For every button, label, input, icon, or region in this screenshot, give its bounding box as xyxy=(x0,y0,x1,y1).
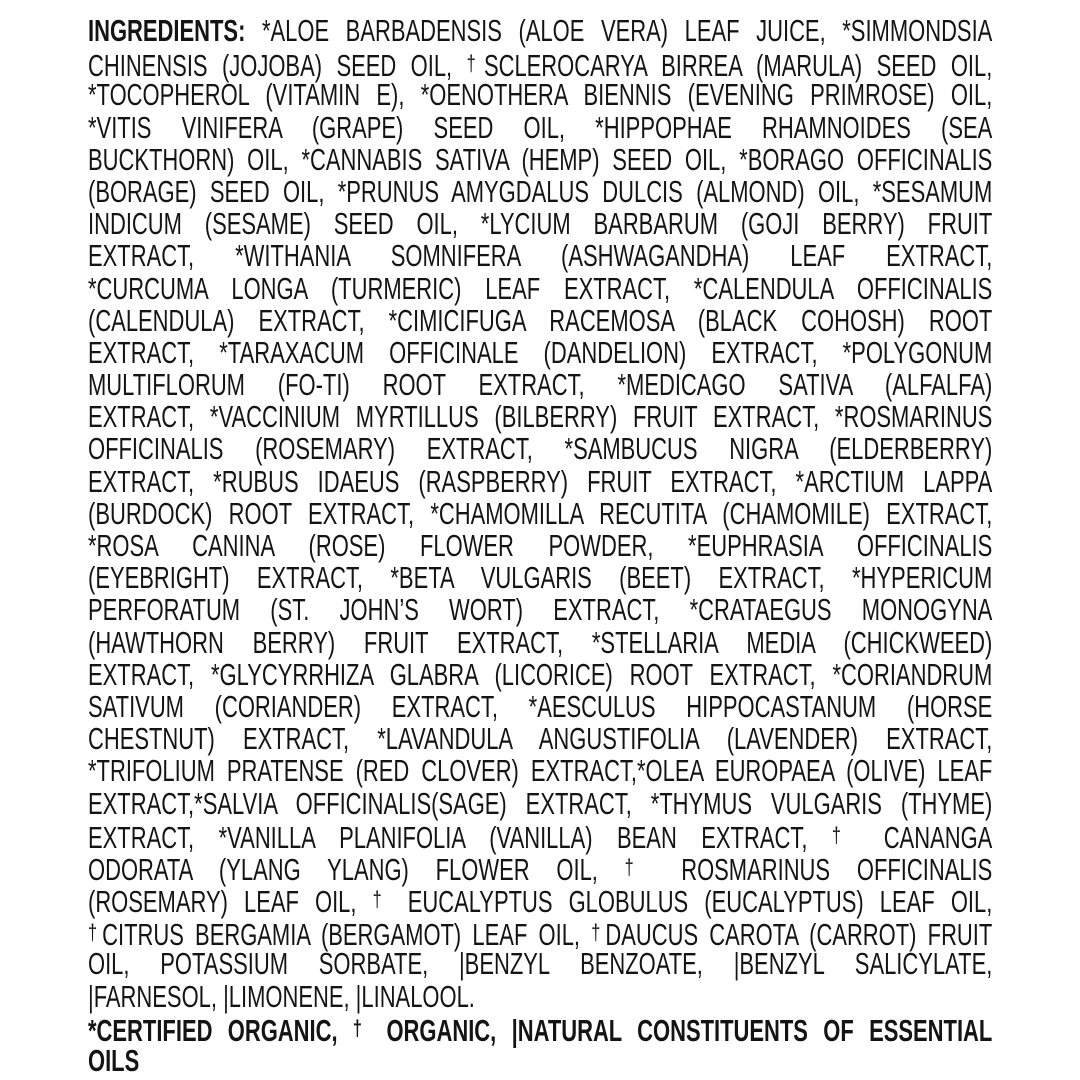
ingredients-line xyxy=(88,112,992,144)
ingredients-line-text: *CURCUMA LONGA (TURMERIC) LEAF EXTRACT, *CALENDULA OFFICINALIS xyxy=(88,271,993,306)
ingredients-line-text: (CALENDULA) EXTRACT, *CIMICIFUGA RACEMOSA (BLACK COHOSH) ROOT xyxy=(88,303,993,338)
ingredients-line xyxy=(88,691,992,723)
ingredients-line xyxy=(88,240,992,272)
ingredients-line-text: (BURDOCK) ROOT EXTRACT, *CHAMOMILLA RECUTITA (CHAMOMILE) EXTRACT, xyxy=(88,496,993,531)
ingredients-line-text: EXTRACT, *GLYCYRRHIZA GLABRA (LICORICE) ROOT EXTRACT, *CORIANDRUM xyxy=(88,657,993,692)
ingredients-line xyxy=(88,884,993,920)
ingredients-line xyxy=(88,981,992,1013)
ingredients-line-text: EXTRACT, *WITHANIA SOMNIFERA (ASHWAGANDHA) LEAF EXTRACT, xyxy=(88,239,993,274)
ingredients-line-text: *ALOE BARBADENSIS (ALOE VERA) LEAF JUICE, *SIMMONDSIA xyxy=(261,14,993,48)
ingredients-line xyxy=(88,916,993,952)
ingredients-line-text: BUCKTHORN) OIL, *CANNABIS SATIVA (HEMP) SEED OIL, *BORAGO OFFICINALIS xyxy=(88,142,993,177)
ingredients-line-text: *VITIS VINIFERA (GRAPE) SEED OIL, *HIPPOPHAE RHAMNOIDES (SEA xyxy=(88,110,993,145)
ingredients-line xyxy=(88,852,993,888)
ingredients-line xyxy=(88,273,992,305)
ingredients-line xyxy=(88,788,992,820)
ingredients-line xyxy=(88,144,992,176)
legend-line xyxy=(88,1045,992,1077)
dagger-symbol: † xyxy=(466,50,484,76)
ingredients-text-block xyxy=(88,15,992,1077)
ingredients-line-text: (HAWTHORN BERRY) FRUIT EXTRACT, *STELLARIA MEDIA (CHICKWEED) xyxy=(88,625,993,660)
ingredients-line-text: EXTRACT, *TARAXACUM OFFICINALE (DANDELION) EXTRACT, *POLYGONUM xyxy=(88,335,993,370)
ingredients-line xyxy=(88,176,992,208)
dagger-symbol: † xyxy=(88,919,103,945)
ingredients-line-text: |FARNESOL, |LIMONENE, |LINALOOL. xyxy=(88,979,475,1014)
dagger-symbol: † xyxy=(352,1015,372,1041)
ingredients-line xyxy=(88,530,992,562)
ingredients-line-text: *TOCOPHEROL (VITAMIN E), *OENOTHERA BIENNIS (EVENING PRIMROSE) OIL, xyxy=(88,78,993,113)
ingredients-line xyxy=(88,47,993,83)
ingredients-line xyxy=(88,15,992,47)
ingredients-line-text: OFFICINALIS (ROSEMARY) EXTRACT, *SAMBUCUS NIGRA (ELDERBERRY) xyxy=(88,432,993,467)
ingredients-line xyxy=(88,433,992,465)
ingredients-line xyxy=(88,369,992,401)
ingredients-line xyxy=(88,208,992,240)
ingredients-line xyxy=(88,466,992,498)
ingredients-line-text: OIL, POTASSIUM SORBATE, |BENZYL BENZOATE, |BENZYL SALICYLATE, xyxy=(88,947,993,982)
ingredients-line-text: EXTRACT, *VACCINIUM MYRTILLUS (BILBERRY) FRUIT EXTRACT, *ROSMARINUS xyxy=(88,400,993,435)
ingredients-line-text: OILS xyxy=(88,1044,140,1078)
ingredients-line-text: CHESTNUT) EXTRACT, *LAVANDULA ANGUSTIFOLIA (LAVENDER) EXTRACT, xyxy=(88,722,993,757)
ingredients-line xyxy=(88,498,992,530)
ingredients-line xyxy=(88,337,992,369)
ingredients-line-text: PERFORATUM (ST. JOHN’S WORT) EXTRACT, *CRATAEGUS MONOGYNA xyxy=(88,593,993,628)
dagger-symbol: † xyxy=(624,854,655,880)
ingredients-line-text: EXTRACT, *VANILLA PLANIFOLIA (VANILLA) BEAN EXTRACT, † CANANGA xyxy=(88,821,993,856)
ingredients-line-text: *ROSA CANINA (ROSE) FLOWER POWDER, *EUPHRASIA OFFICINALIS xyxy=(88,529,993,563)
ingredients-line-text: *CERTIFIED ORGANIC, † ORGANIC, |NATURAL CONSTITUENTS OF ESSENTIAL xyxy=(88,1014,993,1049)
ingredients-line xyxy=(88,723,992,755)
ingredients-line xyxy=(88,627,992,659)
ingredients-line-text: ODORATA (YLANG YLANG) FLOWER OIL, † ROSMARINUS OFFICINALIS xyxy=(88,853,993,888)
ingredients-line-text: *TRIFOLIUM PRATENSE (RED CLOVER) EXTRACT,*OLEA EUROPAEA (OLIVE) LEAF xyxy=(88,754,993,789)
ingredients-line xyxy=(88,948,992,980)
ingredients-line-text: (BORAGE) SEED OIL, *PRUNUS AMYGDALUS DULCIS (ALMOND) OIL, *SESAMUM xyxy=(88,174,993,209)
ingredients-line xyxy=(88,594,992,626)
ingredients-heading: INGREDIENTS: xyxy=(88,14,246,48)
ingredients-line-text: EXTRACT,*SALVIA OFFICINALIS(SAGE) EXTRACT, *THYMUS VULGARIS (THYME) xyxy=(88,786,993,821)
ingredients-line xyxy=(88,401,992,433)
ingredients-line-text: CHINENSIS (JOJOBA) SEED OIL, †SCLEROCARYA BIRREA (MARULA) SEED OIL, xyxy=(88,48,993,83)
legend-line xyxy=(88,1013,993,1049)
ingredients-line-text: EXTRACT, *RUBUS IDAEUS (RASPBERRY) FRUIT EXTRACT, *ARCTIUM LAPPA xyxy=(88,464,993,499)
dagger-symbol: † xyxy=(591,919,606,945)
ingredients-line xyxy=(88,562,992,594)
ingredients-line-text: †CITRUS BERGAMIA (BERGAMOT) LEAF OIL, †DAUCUS CAROTA (CARROT) FRUIT xyxy=(88,917,993,952)
ingredients-line xyxy=(88,79,992,111)
dagger-symbol: † xyxy=(372,887,392,913)
ingredients-line-text: MULTIFLORUM (FO-TI) ROOT EXTRACT, *MEDICAGO SATIVA (ALFALFA) xyxy=(88,368,993,403)
ingredients-line xyxy=(88,305,992,337)
ingredients-line xyxy=(88,755,992,787)
dagger-symbol: † xyxy=(831,822,860,848)
ingredients-line xyxy=(88,820,993,856)
ingredients-line-text: (ROSEMARY) LEAF OIL, † EUCALYPTUS GLOBULUS (EUCALYPTUS) LEAF OIL, xyxy=(88,885,993,920)
ingredients-line-text: (EYEBRIGHT) EXTRACT, *BETA VULGARIS (BEET) EXTRACT, *HYPERICUM xyxy=(88,561,993,596)
ingredients-line-text: SATIVUM (CORIANDER) EXTRACT, *AESCULUS HIPPOCASTANUM (HORSE xyxy=(88,689,993,724)
ingredients-line-text: INDICUM (SESAME) SEED OIL, *LYCIUM BARBARUM (GOJI BERRY) FRUIT xyxy=(88,207,993,242)
ingredients-line xyxy=(88,659,992,691)
